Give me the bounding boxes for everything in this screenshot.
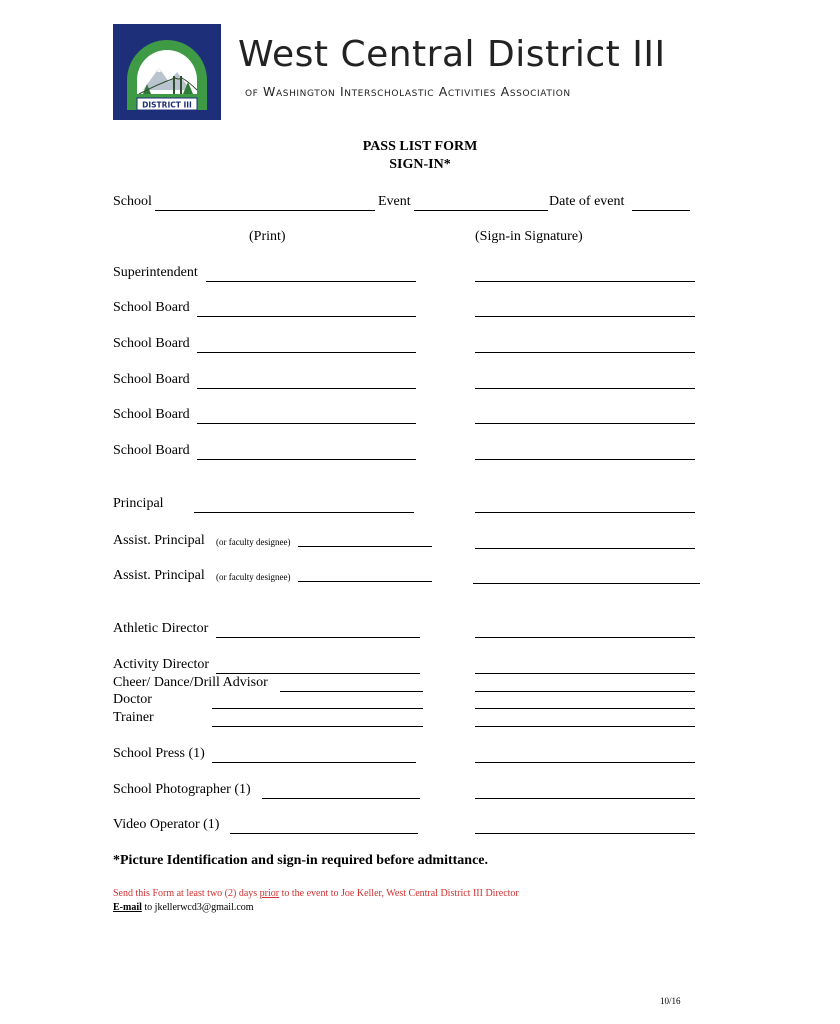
district-logo (69, 16, 221, 120)
send-text-end: to the event to Joe Keller, West Central District III Director (279, 888, 519, 899)
logo-ring-text: WEST CENTRAL (69, 16, 157, 27)
email-label: E-mail (113, 902, 142, 913)
signature-field[interactable] (475, 762, 695, 763)
signature-field[interactable] (475, 637, 695, 638)
event-field[interactable] (414, 210, 548, 211)
row-note: (or faculty designee) (216, 572, 291, 582)
school-field[interactable] (155, 210, 375, 211)
logo-banner-text: DISTRICT III (142, 100, 192, 110)
signature-field[interactable] (475, 833, 695, 834)
org-title: West Central District III (238, 34, 666, 75)
signature-column-header: (Sign-in Signature) (475, 229, 583, 244)
print-name-field[interactable] (262, 798, 420, 799)
row-label: School Board (113, 443, 190, 458)
signature-field[interactable] (475, 459, 695, 460)
send-instructions (113, 888, 519, 899)
signature-field[interactable] (475, 423, 695, 424)
row-note: (or faculty designee) (216, 537, 291, 547)
print-name-field[interactable] (216, 673, 420, 674)
page-number: 10/16 (660, 996, 681, 1006)
signature-field[interactable] (475, 512, 695, 513)
row-label: School Board (113, 300, 190, 315)
row-label: Trainer (113, 710, 154, 725)
print-name-field[interactable] (216, 637, 420, 638)
row-label: Assist. Principal (113, 533, 205, 548)
row-label: School Board (113, 336, 190, 351)
form-subtitle: SIGN-IN* (389, 157, 451, 172)
school-label: School (113, 194, 152, 209)
row-label: School Photographer (1) (113, 782, 251, 797)
form-title: PASS LIST FORM (362, 139, 478, 154)
row-label: Activity Director (113, 657, 210, 672)
signature-field[interactable] (475, 388, 695, 389)
print-name-field[interactable] (212, 708, 423, 709)
print-name-field[interactable] (197, 388, 416, 389)
print-name-field[interactable] (298, 546, 432, 547)
print-name-field[interactable] (212, 726, 423, 727)
row-label: School Board (113, 372, 190, 387)
send-text-start: Send this Form at least two (2) days (113, 888, 260, 899)
print-name-field[interactable] (206, 281, 416, 282)
org-subtitle: of Washington Interscholastic Activities Association (245, 84, 571, 99)
email-contact (113, 902, 254, 913)
row-label: Assist. Principal (113, 568, 205, 583)
print-name-field[interactable] (197, 352, 416, 353)
print-name-field[interactable] (194, 512, 414, 513)
row-label: Principal (113, 496, 164, 511)
row-label: Doctor (113, 692, 152, 707)
signature-field[interactable] (475, 352, 695, 353)
print-name-field[interactable] (197, 316, 416, 317)
row-label: School Board (113, 407, 190, 422)
signature-field[interactable] (473, 583, 700, 584)
print-name-field[interactable] (280, 691, 423, 692)
print-name-field[interactable] (298, 581, 432, 582)
requirement-note: *Picture Identification and sign-in required before admittance. (113, 853, 489, 868)
email-address[interactable]: to jkellerwcd3@gmail.com (141, 902, 254, 913)
row-label: Athletic Director (113, 621, 209, 636)
signature-field[interactable] (475, 798, 695, 799)
signature-field[interactable] (475, 726, 695, 727)
print-name-field[interactable] (197, 423, 416, 424)
print-name-field[interactable] (212, 762, 416, 763)
signature-field[interactable] (475, 548, 695, 549)
print-name-field[interactable] (230, 833, 418, 834)
signature-field[interactable] (475, 691, 695, 692)
signature-field[interactable] (475, 316, 695, 317)
event-label: Event (378, 194, 411, 209)
row-label: Superintendent (113, 265, 198, 280)
signature-field[interactable] (475, 281, 695, 282)
date-field[interactable] (632, 210, 690, 211)
row-label: Cheer/ Dance/Drill Advisor (113, 675, 268, 690)
signature-field[interactable] (475, 708, 695, 709)
print-column-header: (Print) (249, 229, 286, 244)
send-text-prior: prior (259, 888, 280, 899)
signature-field[interactable] (475, 673, 695, 674)
row-label: Video Operator (1) (113, 817, 220, 832)
print-name-field[interactable] (197, 459, 416, 460)
row-label: School Press (1) (113, 746, 205, 761)
date-label: Date of event (549, 194, 625, 209)
